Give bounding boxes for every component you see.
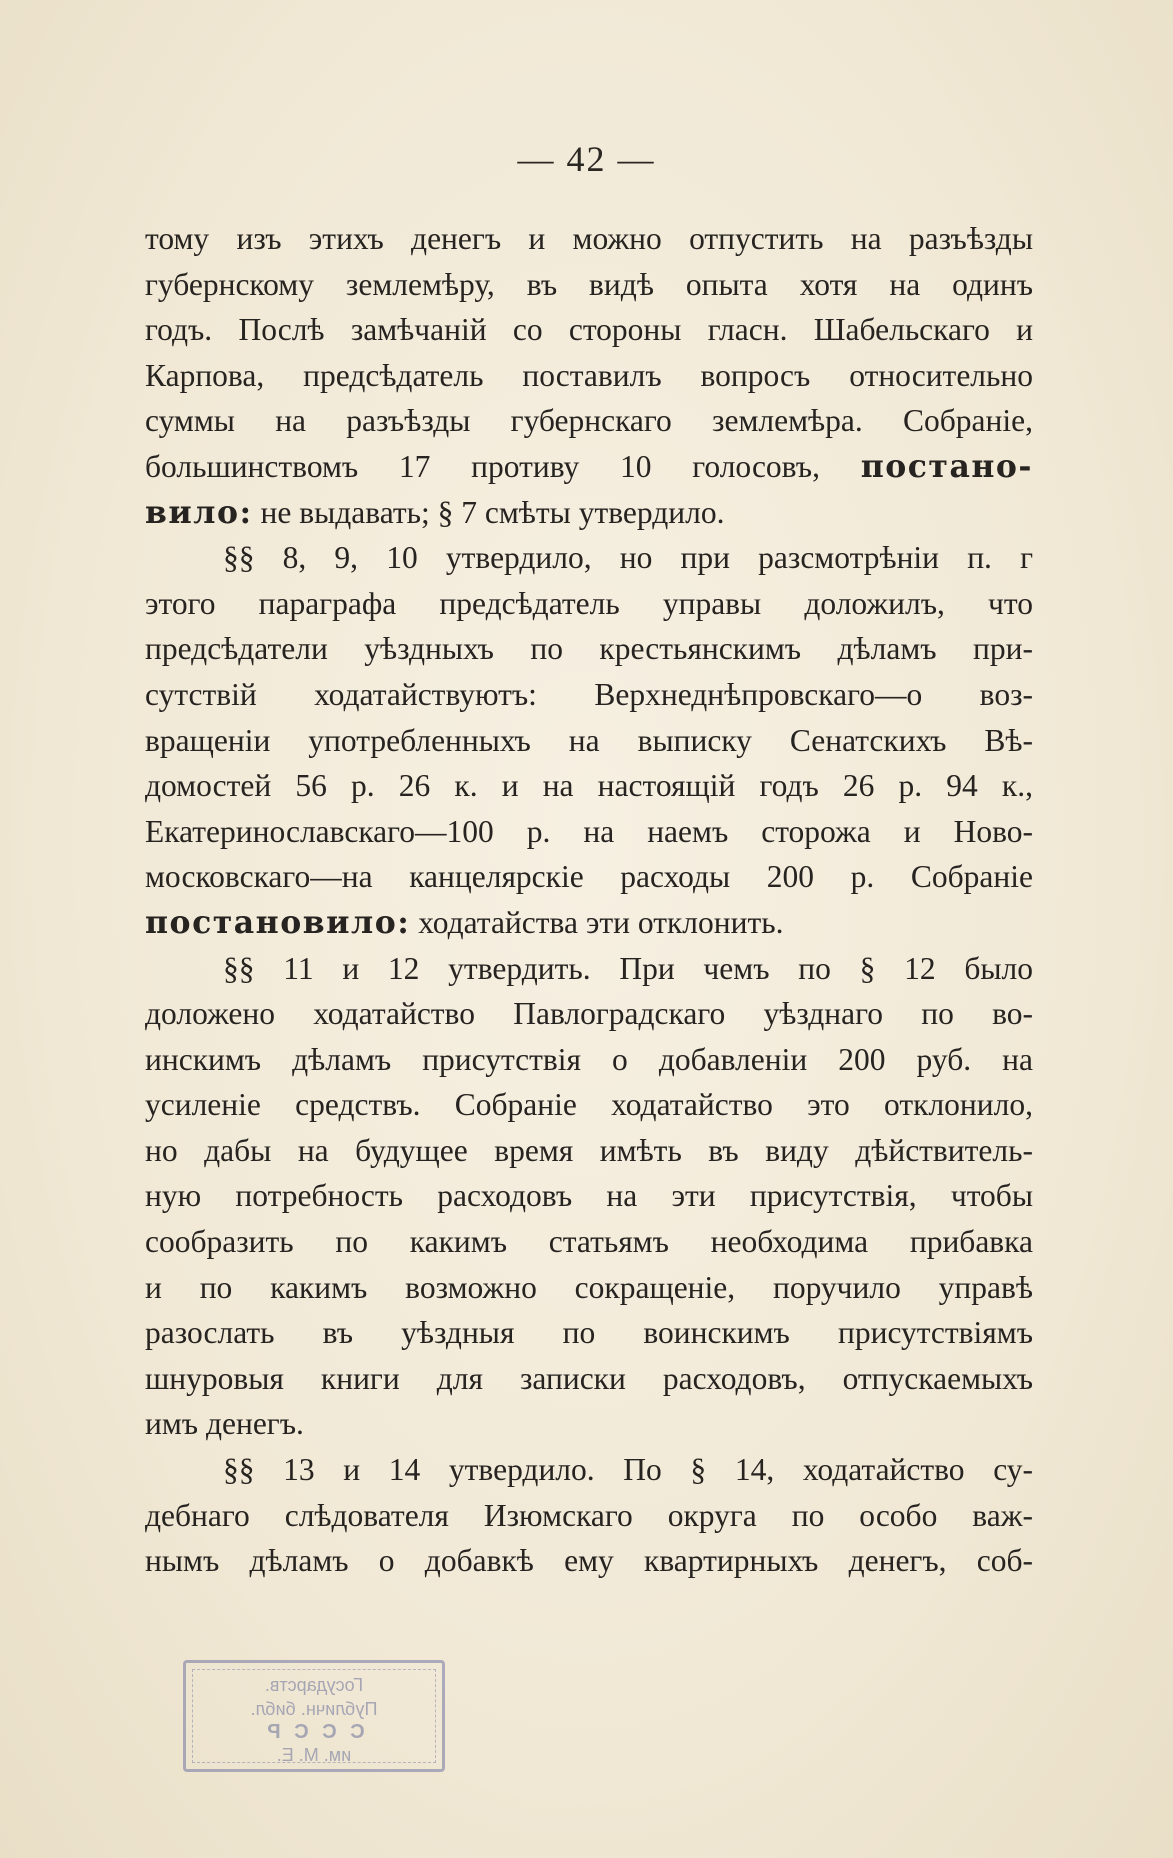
text-line: но дабы на будущее время имѣть въ виду дѣйствитель- [145, 1132, 1033, 1168]
text-line: ную потребность расходовъ на эти присутствія, чтобы [145, 1178, 1033, 1214]
stamp-text: Государств. [264, 1675, 364, 1695]
text-segment: не выдавать; § 7 смѣты утвердило. [260, 494, 725, 530]
text-line: Екатеринославскаго—100 р. на наемъ сторожа и Ново- [145, 813, 1033, 849]
emphasis-word: вило: [145, 493, 253, 531]
text-line: московскаго—на канцелярскіе расходы 200 р. Собраніе [145, 859, 1033, 895]
library-stamp [183, 1660, 445, 1772]
text-line: нымъ дѣламъ о добавкѣ ему квартирныхъ денегъ, соб- [145, 1543, 1033, 1579]
emphasis-word: постано- [860, 447, 1034, 485]
stamp-text: им. М. Е. [276, 1745, 352, 1765]
text-line: §§ 13 и 14 утвердило. По § 14, ходатайство су- [223, 1452, 1033, 1488]
text-line: годъ. Послѣ замѣчаній со стороны гласн. Шабельскаго и [145, 312, 1033, 348]
body-text [145, 216, 1033, 1584]
text-line-with-emphasis [145, 444, 1033, 490]
text-line: предсѣдатели уѣздныхъ по крестьянскимъ дѣламъ при- [145, 631, 1033, 667]
stamp-text: С С С Р [263, 1721, 365, 1743]
text-line-with-emphasis [145, 490, 1033, 536]
text-line: и по какимъ возможно сокращеніе, поручило управѣ [145, 1269, 1033, 1305]
text-line: вращеніи употребленныхъ на выписку Сенатскихъ Вѣ- [145, 722, 1033, 758]
page-number: — 42 — [517, 139, 656, 179]
text-line: §§ 8, 9, 10 утвердило, но при разсмотрѣніи п. г [223, 540, 1033, 576]
text-line: дебнаго слѣдователя Изюмскаго округа по особо важ- [145, 1497, 1033, 1533]
text-line: усиленіе средствъ. Собраніе ходатайство это отклонило, [145, 1087, 1033, 1123]
text-line: тому изъ этихъ денегъ и можно отпустить на разъѣзды [145, 221, 1033, 256]
text-line: имъ денегъ. [145, 1406, 304, 1442]
text-line: §§ 11 и 12 утвердить. При чемъ по § 12 было [223, 950, 1033, 986]
emphasis-word: постановило: [145, 903, 411, 941]
text-line: сообразить по какимъ статьямъ необходима прибавка [145, 1224, 1033, 1260]
text-line: суммы на разъѣзды губернскаго землемѣра. Собраніе, [145, 403, 1033, 439]
text-line: доложено ходатайство Павлоградскаго уѣзднаго по во- [145, 996, 1033, 1032]
text-segment: большинствомъ 17 противу 10 голосовъ, [145, 448, 820, 484]
text-line: губернскому землемѣру, въ видѣ опыта хотя на одинъ [145, 266, 1033, 302]
text-line-with-emphasis [145, 900, 1033, 946]
text-line: домостей 56 р. 26 к. и на настоящій годъ 26 р. 94 к., [145, 768, 1033, 804]
stamp-text: Публичн. библ. [250, 1699, 378, 1719]
text-segment: ходатайства эти отклонить. [418, 904, 784, 940]
text-line: разослать въ уѣздныя по воинскимъ присутствіямъ [145, 1315, 1033, 1351]
text-line: сутствій ходатайствуютъ: Верхнеднѣпровскаго—о воз- [145, 676, 1033, 712]
text-line: этого параграфа предсѣдатель управы доложилъ, что [145, 585, 1033, 621]
text-line: шнуровыя книги для записки расходовъ, отпускаемыхъ [145, 1360, 1033, 1396]
text-line: Карпова, предсѣдатель поставилъ вопросъ относительно [145, 357, 1033, 393]
text-line: инскимъ дѣламъ присутствія о добавленіи 200 руб. на [145, 1041, 1033, 1077]
